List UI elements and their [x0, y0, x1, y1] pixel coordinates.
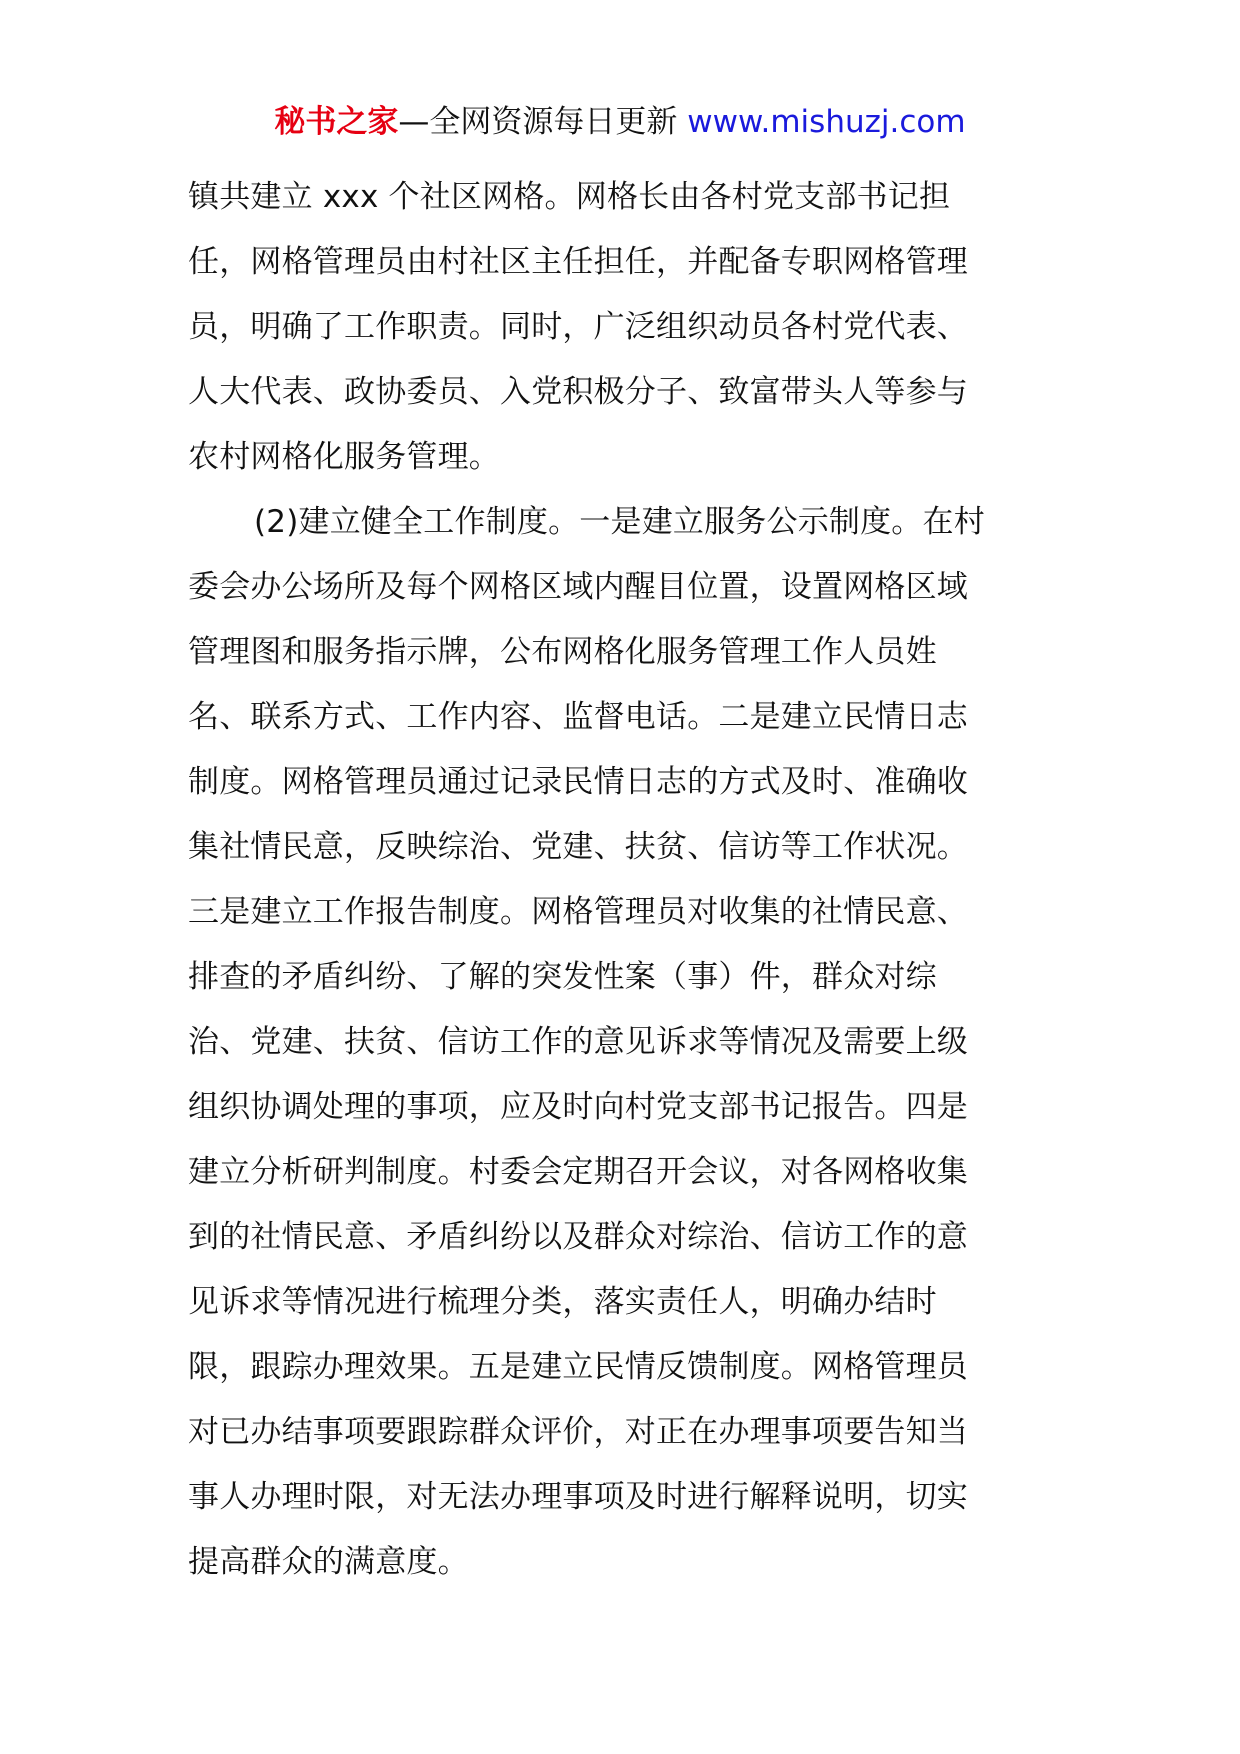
text-line: 镇共建立 xxx 个社区网格。网格长由各村党支部书记担	[188, 179, 951, 215]
text-line: 三是建立工作报告制度。网格管理员对收集的社情民意、	[188, 894, 968, 930]
text-line: 员，明确了工作职责。同时，广泛组织动员各村党代表、	[188, 309, 968, 345]
document-body	[188, 165, 1048, 1595]
text-line: 人大代表、政协委员、入党积极分子、致富带头人等参与	[188, 374, 968, 410]
text-line: 到的社情民意、矛盾纠纷以及群众对综治、信访工作的意	[188, 1219, 968, 1255]
text-line: 排查的矛盾纠纷、了解的突发性案（事）件，群众对综	[188, 959, 937, 995]
paragraph-start-line: (2)建立健全工作制度。一是建立服务公示制度。在村	[254, 504, 985, 540]
text-line: 农村网格化服务管理。	[188, 439, 500, 475]
header-url-link[interactable]: www.mishuzj.com	[687, 104, 966, 140]
header-slogan: —全网资源每日更新	[398, 104, 688, 140]
text-line: 见诉求等情况进行梳理分类，落实责任人，明确办结时	[188, 1284, 937, 1320]
text-line: 名、联系方式、工作内容、监督电话。二是建立民情日志	[188, 699, 968, 735]
text-line: 管理图和服务指示牌，公布网格化服务管理工作人员姓	[188, 634, 937, 670]
text-line: 委会办公场所及每个网格区域内醒目位置，设置网格区域	[188, 569, 968, 605]
text-line: 事人办理时限，对无法办理事项及时进行解释说明，切实	[188, 1479, 968, 1515]
text-line: 限，跟踪办理效果。五是建立民情反馈制度。网格管理员	[188, 1349, 968, 1385]
text-line: 集社情民意，反映综治、党建、扶贫、信访等工作状况。	[188, 829, 968, 865]
text-line: 建立分析研判制度。村委会定期召开会议，对各网格收集	[188, 1154, 968, 1190]
text-line: 制度。网格管理员通过记录民情日志的方式及时、准确收	[188, 764, 968, 800]
brand-name: 秘书之家	[274, 104, 399, 140]
text-line: 治、党建、扶贫、信访工作的意见诉求等情况及需要上级	[188, 1024, 968, 1060]
text-line: 组织协调处理的事项，应及时向村党支部书记报告。四是	[188, 1089, 968, 1125]
text-line: 对已办结事项要跟踪群众评价，对正在办理事项要告知当	[188, 1414, 968, 1450]
text-line: 任，网格管理员由村社区主任担任，并配备专职网格管理	[188, 244, 968, 280]
text-line: 提高群众的满意度。	[188, 1544, 469, 1580]
page-header	[0, 100, 1240, 144]
